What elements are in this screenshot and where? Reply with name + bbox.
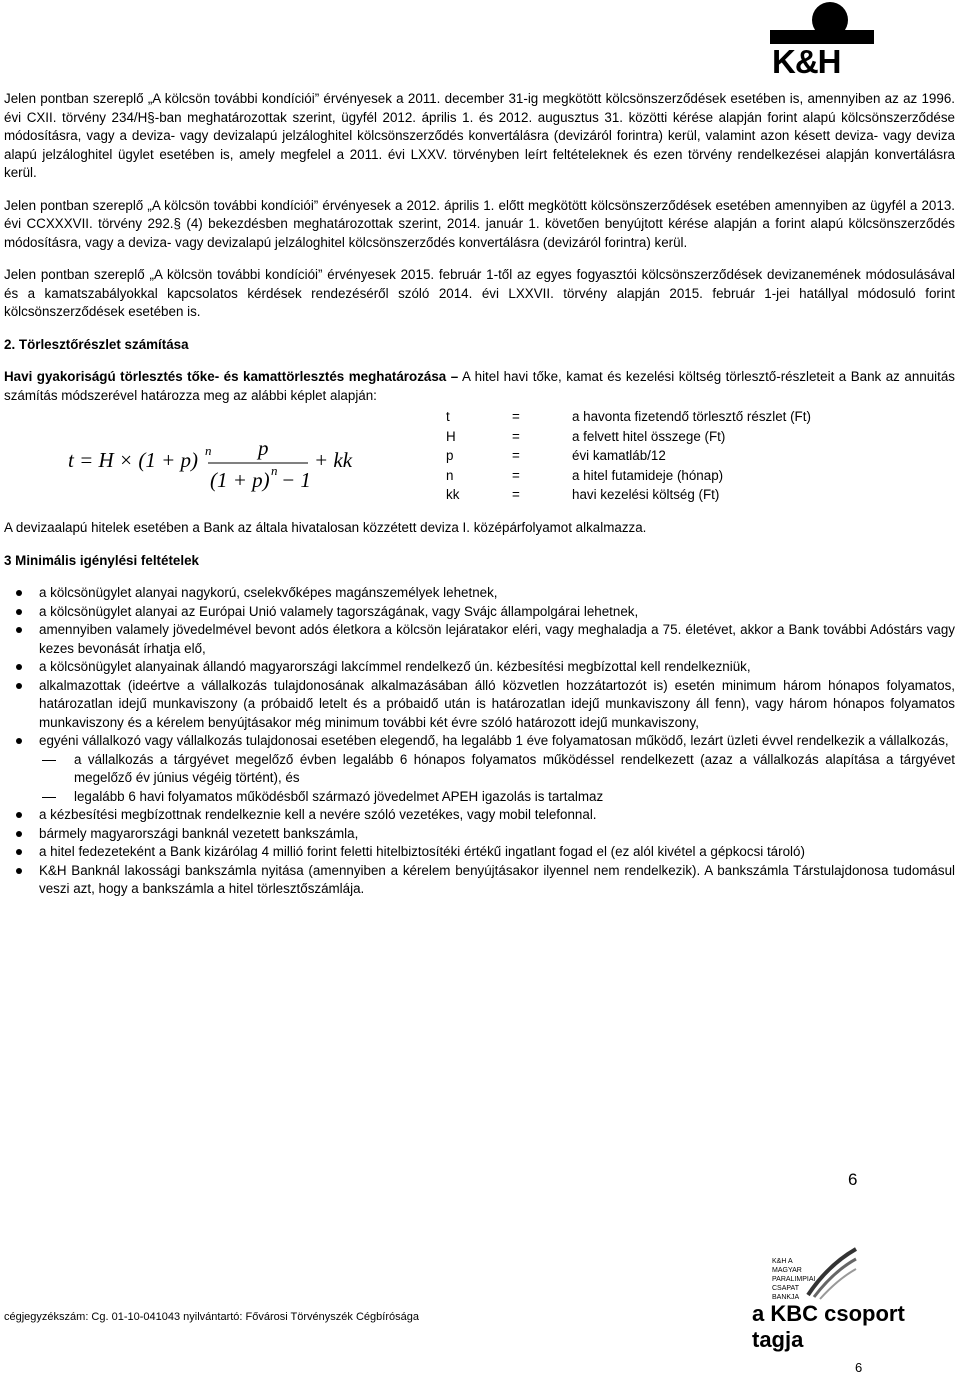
legend-desc: a felvett hitel összege (Ft) [572, 428, 726, 444]
legend-row [446, 407, 811, 427]
list-item: egyéni vállalkozó vagy vállalkozás tulajdonosai esetében elegendő, ha legalább 1 éve folyamatosan működő, lezárt üzleti évvel rendelkezik a vállalkozás, [4, 732, 955, 751]
legend-desc: évi kamatláb/12 [572, 448, 666, 463]
legend-row [446, 427, 811, 447]
registry-info: cégjegyzékszám: Cg. 01-10-041043 nyilvántartó: Fővárosi Törvényszék Cégbírósága [4, 1311, 419, 1323]
legend-symbol: kk [446, 487, 460, 502]
legend-symbol: H [446, 428, 456, 444]
legend-symbol: p [446, 448, 454, 463]
list-item: bármely magyarországi banknál vezetett bankszámla, [4, 825, 955, 844]
logo-text: K&H [772, 43, 841, 80]
legend-symbol: t [446, 409, 450, 424]
bottom-page-number: 6 [855, 1360, 863, 1375]
legend-eq: = [512, 467, 520, 483]
svg-text:p: p [258, 436, 269, 460]
list-item: a kölcsönügylet alanyai nagykorú, cselekvőképes magánszemélyek lehetnek, [4, 584, 955, 603]
legend-desc: a havonta fizetendő törlesztő részlet (Ft) [572, 409, 811, 424]
svg-text:t = H × (1 + p): t = H × (1 + p) [68, 448, 198, 472]
list-item: a kölcsönügylet alanyainak állandó magyarországi lakcímmel rendelkező ún. kézbesítési megbízottal kell rendelkezniük, [4, 658, 955, 677]
svg-text:n: n [271, 463, 278, 478]
list-item: a kézbesítési megbízottnak rendelkeznie kell a nevére szóló vezetékes, vagy mobil telefonnal. [4, 806, 955, 825]
formula-legend [446, 407, 811, 505]
annuity-formula [68, 433, 368, 496]
requirements-list-cont [4, 806, 955, 899]
svg-text:(1 + p): (1 + p) [210, 468, 270, 492]
fx-note: A devizaalapú hitelek esetében a Bank az általa hivatalosan közzétett deviza I. középárfolyamot alkalmazza. [4, 520, 647, 535]
page-number: 6 [848, 1170, 858, 1189]
requirements-sublist [4, 751, 955, 807]
sub-list-item: a vállalkozás a tárgyévet megelőző évben legalább 6 hónapos folyamatos működéssel rendelkezett (azaz a vállalkozás alapítása a tárgyévet megelőző év június végéig történt), és [4, 751, 955, 788]
page-footer [0, 1258, 960, 1352]
legend-desc: havi kezelési költség (Ft) [572, 487, 720, 502]
paralympic-badge [768, 1245, 858, 1301]
paragraph-1: Jelen pontban szereplő „A kölcsön további kondíciói” érvényesek a 2011. december 31-ig megkötött kölcsönszerződések esetében is, amennyiben az az 1996. évi CXII. törvény 234/H§-ban meghatározottak szerint, ügyfél 2012. április 1. és 2012. augusztus 31. közötti kérése alapján forint alapú kölcsönszerződése módosításra, vagy a deviza- vagy devizalapú jelzáloghitel kölcsönszerződés konvertálásra (devizáról forintra) kerül, valamint azon késett deviza- vagy deviza alapú jelzáloghitel ügylet esetében is, amely megfelel a 2011. évi LXXV. törvényben leírt feltételeknek és ezen törvény rendelkezései alapján konvertálásra kerül. [4, 91, 955, 180]
sub-list-item: legalább 6 havi folyamatos működésből származó jövedelmet APEH igazolás is tartalmaz [4, 788, 955, 807]
svg-text:n: n [205, 443, 212, 458]
legend-eq: = [512, 428, 520, 444]
section-2-intro [4, 368, 955, 405]
main-content [4, 90, 955, 899]
legend-row [446, 446, 811, 466]
section-2-heading: 2. Törlesztőrészlet számítása [4, 336, 189, 352]
intro-rest: A hitel havi tőke, kamat és kezelési költség törlesztő-részleteit a Bank az annuitás számítás módszerével határozza meg az alábbi képlet alapján: [4, 369, 955, 403]
legend-row [446, 466, 811, 486]
legend-desc: a hitel futamideje (hónap) [572, 467, 724, 483]
svg-text:+ kk: + kk [314, 448, 353, 472]
svg-text:− 1: − 1 [281, 468, 311, 492]
list-item: a hitel fedezeteként a Bank kizárólag 4 millió forint feletti hitelbiztosítéki értékű ingatlant fogad el (ez alól kivétel a gépkocsi tároló) [4, 843, 955, 862]
kbc-group-label: a KBC csoport tagja [752, 1301, 905, 1352]
formula-block [4, 409, 955, 515]
legend-row [446, 485, 811, 505]
formula-graphic [68, 433, 368, 493]
paragraph-3: Jelen pontban szereplő „A kölcsön további kondíciói” érvényesek 2015. február 1-től az egyes fogyasztói kölcsönszerződések devizanemének módosulásával és a kamatszabályokkal kapcsolatos kérdések rendezéséről szóló 2014. évi LXXVII. törvény alapján 2015. február 1-jei hatállyal módosuló forint kölcsönszerződések esetében is. [4, 267, 955, 319]
kh-logo-mark-icon [770, 0, 874, 46]
list-item: alkalmazottak (ideértve a vállalkozás tulajdonosának alkalmazásában álló közvetlen hozzátartozót is) esetén minimum három hónapos folyamatos, határozatlan idejű munkaviszony (a próbaidő letelt és a próbaidő után is határozatlan idejű munkaviszony áll fenn), vagy három hónapos folyamatos munkaviszony és a kérelem benyújtásakor még minimum további két évre szóló határozott idejű munkaviszony, [4, 677, 955, 733]
requirements-list [4, 584, 955, 751]
list-item: a kölcsönügylet alanyai az Európai Unió valamely tagországának, vagy Svájc állampolgárai lehetnek, [4, 603, 955, 622]
paragraph-2: Jelen pontban szereplő „A kölcsön további kondíciói” érvényesek a 2012. április 1. előtt megkötött kölcsönszerződések esetében amennyiben az ügyfél a 2013. évi CCXXXVII. törvény 292.§ (4) bekezdésben meghatározottak szerint, 2014. január 1. követően benyújtott kérése alapján a forint alapú kölcsönszerződés módosításra, vagy a deviza- vagy devizalapú jelzáloghitel kölcsönszerződés konvertálásra (devizáról forintra) kerül. [4, 197, 955, 250]
legend-eq: = [512, 448, 520, 463]
list-item: amennyiben valamely jövedelmével bevont adós életkora a kölcsön lejáratakor eléri, vagy meghaladja a 75. életévet, akkor a Bank további Adóstárs vagy kezes bevonását írhatja elő, [4, 621, 955, 658]
legend-symbol: n [446, 467, 454, 483]
section-3-heading: 3 Minimális igénylési feltételek [4, 552, 199, 568]
kh-logo [770, 0, 874, 80]
legend-eq: = [512, 487, 520, 502]
legend-eq: = [512, 409, 520, 424]
intro-bold: Havi gyakoriságú törlesztés tőke- és kamattörlesztés meghatározása – [4, 369, 459, 384]
badge-text: K&H A MAGYAR PARALIMPIAI CSAPAT BANKJA [772, 1258, 816, 1301]
list-item: K&H Banknál lakossági bankszámla nyitása (amennyiben a kérelem benyújtásakor ilyennel nem rendelkezik). A bankszámla Társtulajdonosa tudomásul veszi azt, hogy a bankszámla a hitel törlesztőszámlája. [4, 862, 955, 899]
